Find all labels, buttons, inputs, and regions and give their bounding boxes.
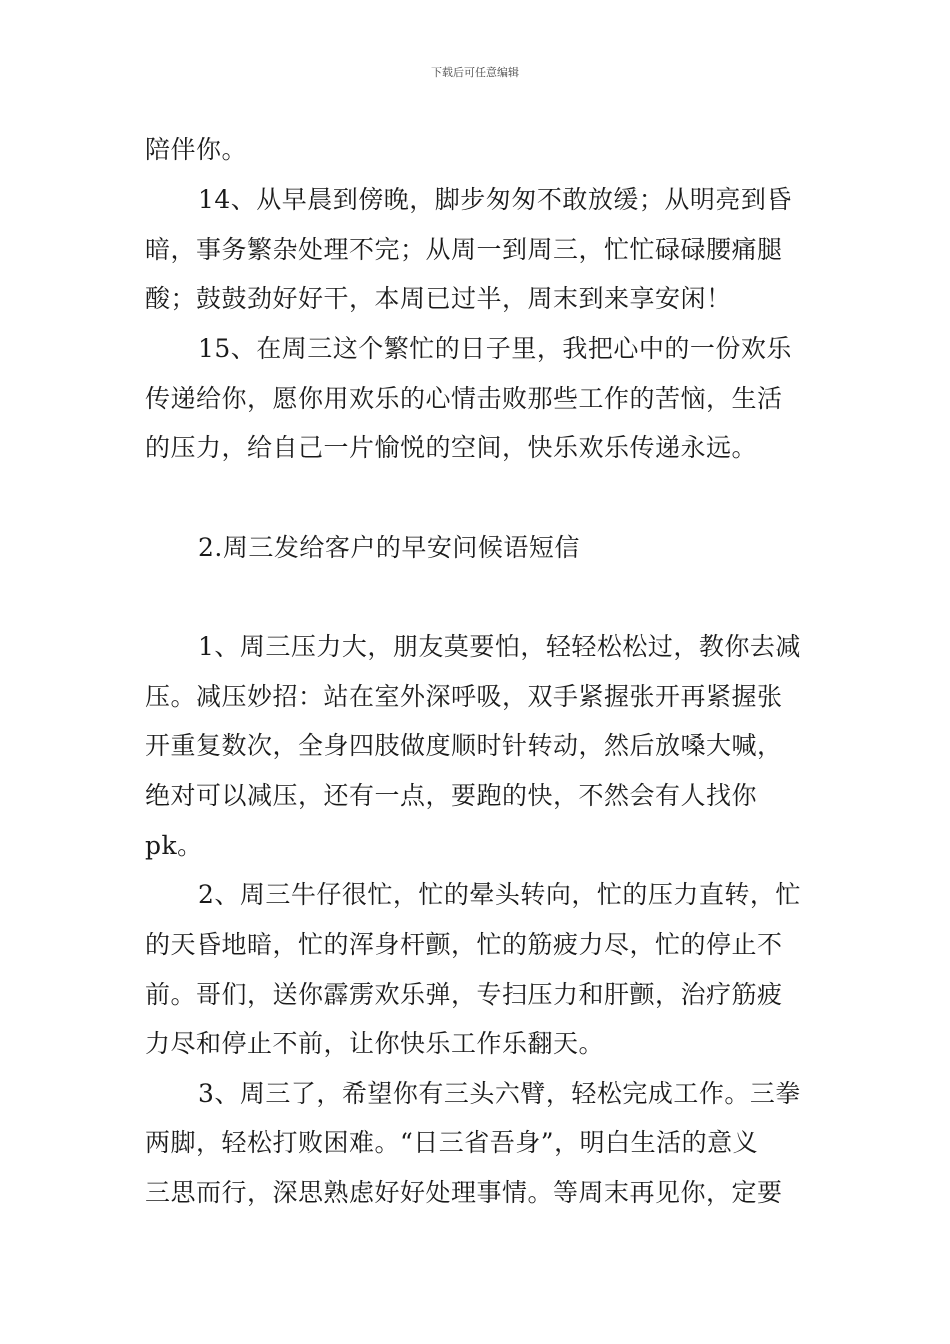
text-line: 绝对可以减压，还有一点，要跑的快，不然会有人找你	[145, 781, 758, 810]
text-line: 酸；鼓鼓劲好好干，本周已过半，周末到来享安闲！	[145, 284, 732, 313]
text-line: 三思而行，深思熟虑好好处理事情。等周末再见你，定要	[145, 1178, 783, 1207]
text-line: 的压力，给自己一片愉悦的空间，快乐欢乐传递永远。	[145, 433, 758, 462]
text-line: 2、周三牛仔很忙，忙的晕头转向，忙的压力直转，忙	[198, 880, 801, 909]
text-line: 两脚，轻松打败困难。“日三省吾身”，明白生活的意义	[145, 1128, 759, 1157]
text-line: 3、周三了，希望你有三头六臂，轻松完成工作。三拳	[198, 1079, 801, 1108]
text-line: 1、周三压力大，朋友莫要怕，轻轻松松过，教你去减	[198, 632, 801, 661]
text-line: 传递给你，愿你用欢乐的心情击败那些工作的苦恼，生活	[145, 384, 783, 413]
text-line: 14、从早晨到傍晚，脚步匆匆不敢放缓；从明亮到昏	[198, 185, 792, 214]
text-line: 暗，事务繁杂处理不完；从周一到周三，忙忙碌碌腰痛腿	[145, 235, 783, 264]
text-line: 压。减压妙招：站在室外深呼吸，双手紧握张开再紧握张	[145, 682, 783, 711]
text-line: 15、在周三这个繁忙的日子里，我把心中的一份欢乐	[198, 334, 792, 363]
text-line: 开重复数次，全身四肢做度顺时针转动，然后放嗓大喊，	[145, 731, 783, 760]
text-line: pk。	[145, 831, 203, 860]
page-header: 下载后可任意编辑	[431, 66, 519, 79]
text-line: 力尽和停止不前，让你快乐工作乐翻天。	[145, 1029, 605, 1058]
text-line: 的天昏地暗，忙的浑身杆颤，忙的筋疲力尽，忙的停止不	[145, 930, 783, 959]
text-line: 陪伴你。	[145, 135, 248, 164]
section-heading: 2.周三发给客户的早安问候语短信	[198, 533, 580, 562]
text-line: 前。哥们，送你霹雳欢乐弹，专扫压力和肝颤，治疗筋疲	[145, 980, 783, 1009]
